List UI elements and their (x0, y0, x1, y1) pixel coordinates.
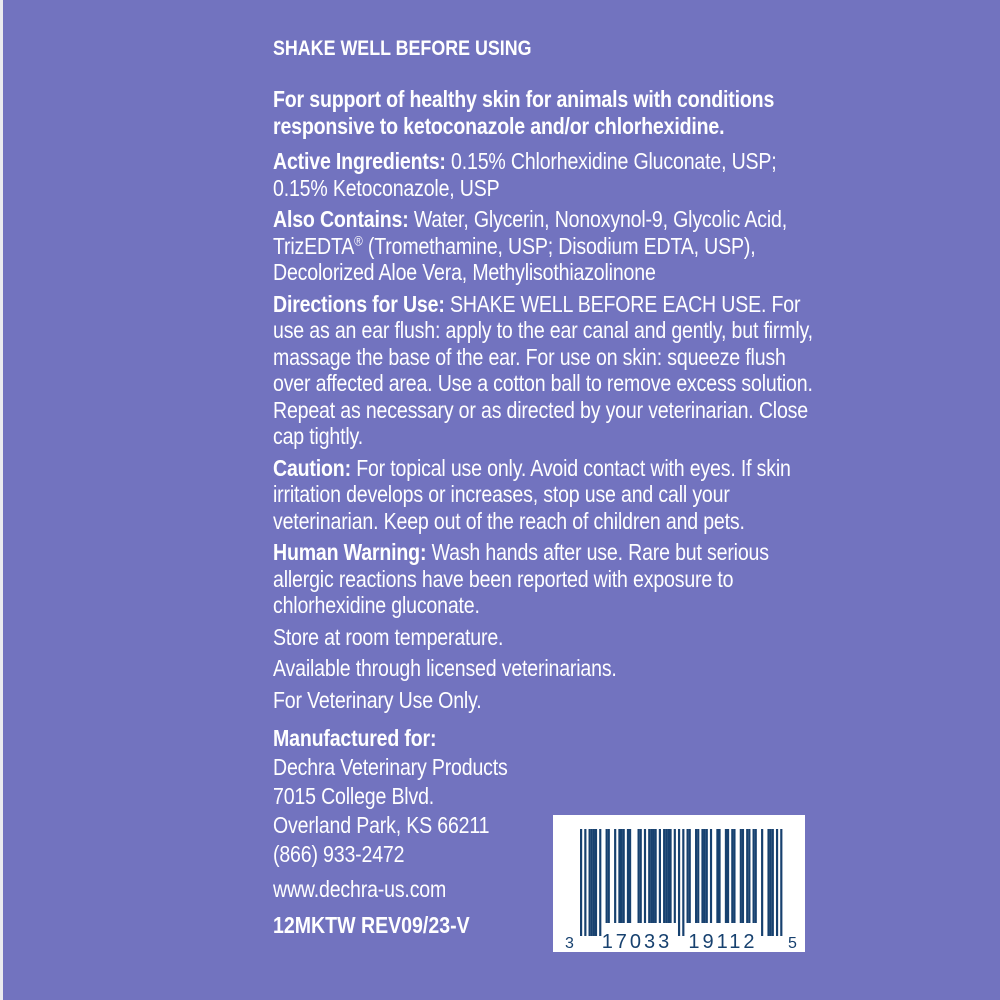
manufacturer-city: Overland Park, KS 66211 (273, 812, 490, 838)
svg-text:3: 3 (565, 935, 574, 952)
svg-text:17033: 17033 (601, 931, 673, 952)
manufacturer-website: www.dechra-us.com (273, 876, 447, 902)
human-warning-heading: Human Warning: (273, 539, 427, 565)
manufacturer-heading: Manufactured for: (273, 725, 437, 751)
svg-text:5: 5 (788, 935, 797, 952)
label-left-edge (0, 0, 3, 1000)
shake-well-line: SHAKE WELL BEFORE USING (273, 37, 532, 60)
manufacturer-street: 7015 College Blvd. (273, 783, 435, 809)
upc-barcode (553, 815, 805, 952)
revision-code: 12MKTW REV09/23-V (273, 912, 470, 938)
active-ingredients-body: 0.15% Chlorhexidine Gluconate, USP; 0.15% Ketoconazole, USP (273, 148, 777, 201)
availability-note: Available through licensed veterinarians. (273, 655, 617, 681)
human-warning-body: Wash hands after use. Rare but serious allergic reactions have been reported with exposure to chlorhexidine gluconate. (273, 539, 769, 618)
section-directions (273, 291, 824, 450)
caution-heading: Caution: (273, 454, 351, 481)
section-also-contains (273, 206, 824, 286)
svg-text:19112: 19112 (688, 931, 758, 952)
veterinary-use-note: For Veterinary Use Only. (273, 686, 482, 713)
manufacturer-phone: (866) 933-2472 (273, 841, 405, 867)
intro-claim: For support of healthy skin for animals with conditions responsive to ketoconazole and/or chlorhexidine. (273, 86, 775, 139)
directions-body: SHAKE WELL BEFORE EACH USE. For use as an ear flush: apply to the ear canal and gently, but firmly, massage the base of the ear. For use on skin: squeeze flush over affected area. Use a cotton ball to remove excess solution. Repeat as necessary or as directed by your veterinarian. Close cap tightly. (273, 290, 813, 449)
active-ingredients-heading: Active Ingredients: (273, 148, 446, 174)
caution-body: For topical use only. Avoid contact with eyes. If skin irritation develops or increases, stop use and call your veterinarian. Keep out of the reach of children and pets. (273, 454, 791, 534)
section-active-ingredients (273, 148, 824, 201)
section-caution (273, 455, 824, 535)
label-text-column (273, 36, 824, 944)
section-human-warning (273, 539, 824, 619)
also-contains-heading: Also Contains: (273, 206, 409, 232)
also-contains-body: Water, Glycerin, Nonoxynol-9, Glycolic Acid, TrizEDTA® (Tromethamine, USP; Disodium EDTA, USP), Decolorized Aloe Vera, Methylisothiazolinone (273, 206, 787, 285)
manufacturer-name: Dechra Veterinary Products (273, 754, 508, 780)
upc-barcode-bars (553, 815, 805, 952)
storage-note: Store at room temperature. (273, 623, 504, 650)
directions-heading: Directions for Use: (273, 290, 445, 317)
